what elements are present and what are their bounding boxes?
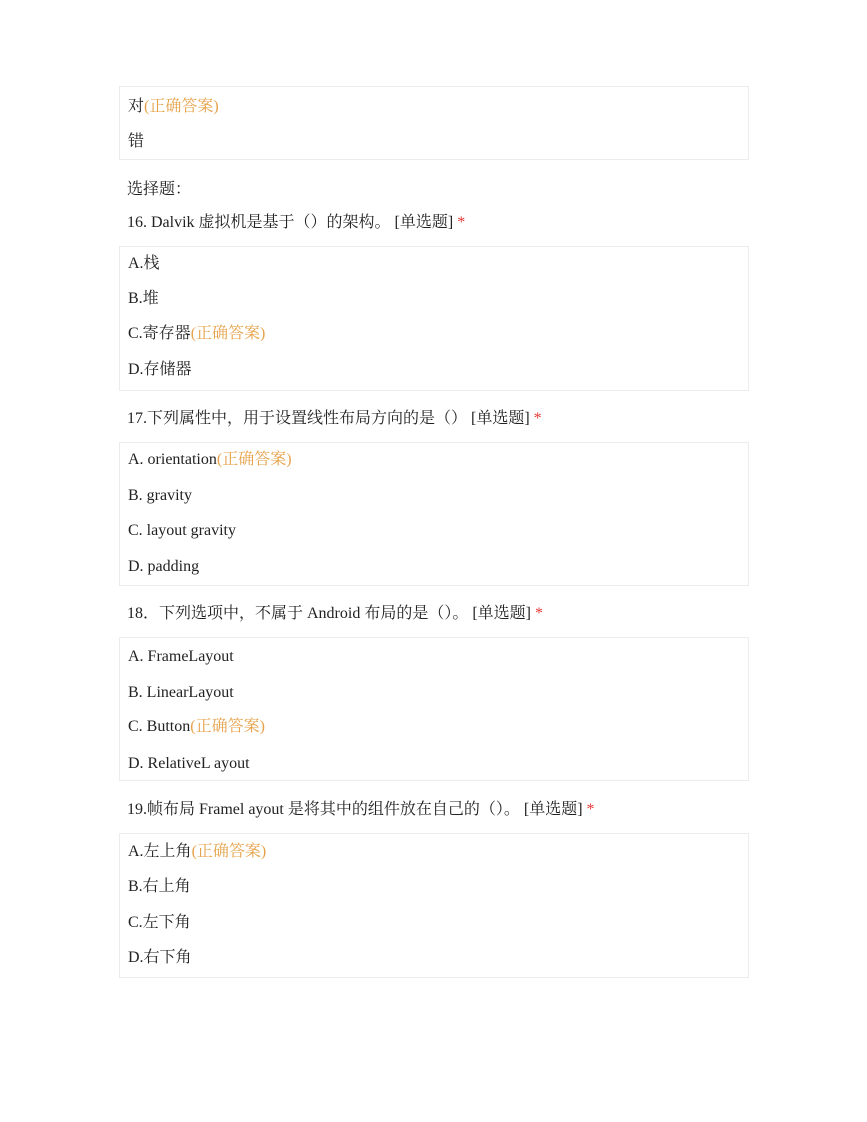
option-c[interactable]: C. Button(正确答案) bbox=[128, 718, 265, 735]
correct-answer-tag: (正确答案) bbox=[144, 98, 219, 115]
option-d[interactable]: D.右下角 bbox=[128, 949, 192, 966]
required-star: * bbox=[586, 801, 595, 818]
option-b[interactable]: B.堆 bbox=[128, 290, 159, 307]
option-d[interactable]: D. RelativeL ayout bbox=[128, 755, 250, 772]
correct-answer-tag: (正确答案) bbox=[190, 718, 265, 735]
question-title-18: 18．下列选项中，不属于 Android 布局的是（）。 [单选题] * bbox=[127, 605, 543, 622]
required-star: * bbox=[535, 605, 543, 622]
option-label: 错 bbox=[128, 133, 145, 150]
option-b[interactable]: B. LinearLayout bbox=[128, 684, 234, 701]
correct-answer-tag: (正确答案) bbox=[190, 325, 266, 342]
option-a[interactable]: A.栈 bbox=[128, 255, 160, 272]
option-d[interactable]: D. padding bbox=[128, 558, 200, 575]
option-a[interactable]: A.左上角(正确答案) bbox=[128, 843, 267, 860]
option-c[interactable]: C. layout gravity bbox=[128, 522, 236, 539]
options-box-18 bbox=[119, 637, 749, 781]
required-star: * bbox=[457, 214, 466, 231]
option-d[interactable]: D.存储器 bbox=[128, 361, 192, 378]
correct-answer-tag: (正确答案) bbox=[191, 843, 267, 860]
option-c[interactable]: C.左下角 bbox=[128, 914, 191, 931]
options-box-19 bbox=[119, 833, 749, 978]
option-label: 对 bbox=[128, 98, 145, 115]
correct-answer-tag: (正确答案) bbox=[216, 451, 292, 468]
required-star: * bbox=[533, 410, 542, 427]
question-title-19: 19.帧布局 Framel ayout 是将其中的组件放在自己的（）。 [单选题] * bbox=[127, 801, 595, 818]
question-title-16: 16. Dalvik 虚拟机是基于（）的架构。 [单选题] * bbox=[127, 214, 466, 231]
question-title-17: 17.下列属性中，用于设置线性布局方向的是（） [单选题] * bbox=[127, 410, 542, 427]
options-box-16 bbox=[119, 246, 749, 391]
option-b[interactable]: B.右上角 bbox=[128, 878, 191, 895]
option-b[interactable]: B. gravity bbox=[128, 487, 192, 504]
tf-options-box bbox=[119, 86, 749, 160]
options-box-17 bbox=[119, 442, 749, 586]
option-true[interactable] bbox=[128, 97, 219, 117]
option-c[interactable]: C.寄存器(正确答案) bbox=[128, 325, 266, 342]
option-a[interactable]: A. orientation(正确答案) bbox=[128, 451, 292, 468]
section-label: 选择题： bbox=[127, 181, 192, 198]
option-a[interactable]: A. FrameLayout bbox=[128, 648, 234, 665]
option-false[interactable] bbox=[128, 132, 144, 152]
